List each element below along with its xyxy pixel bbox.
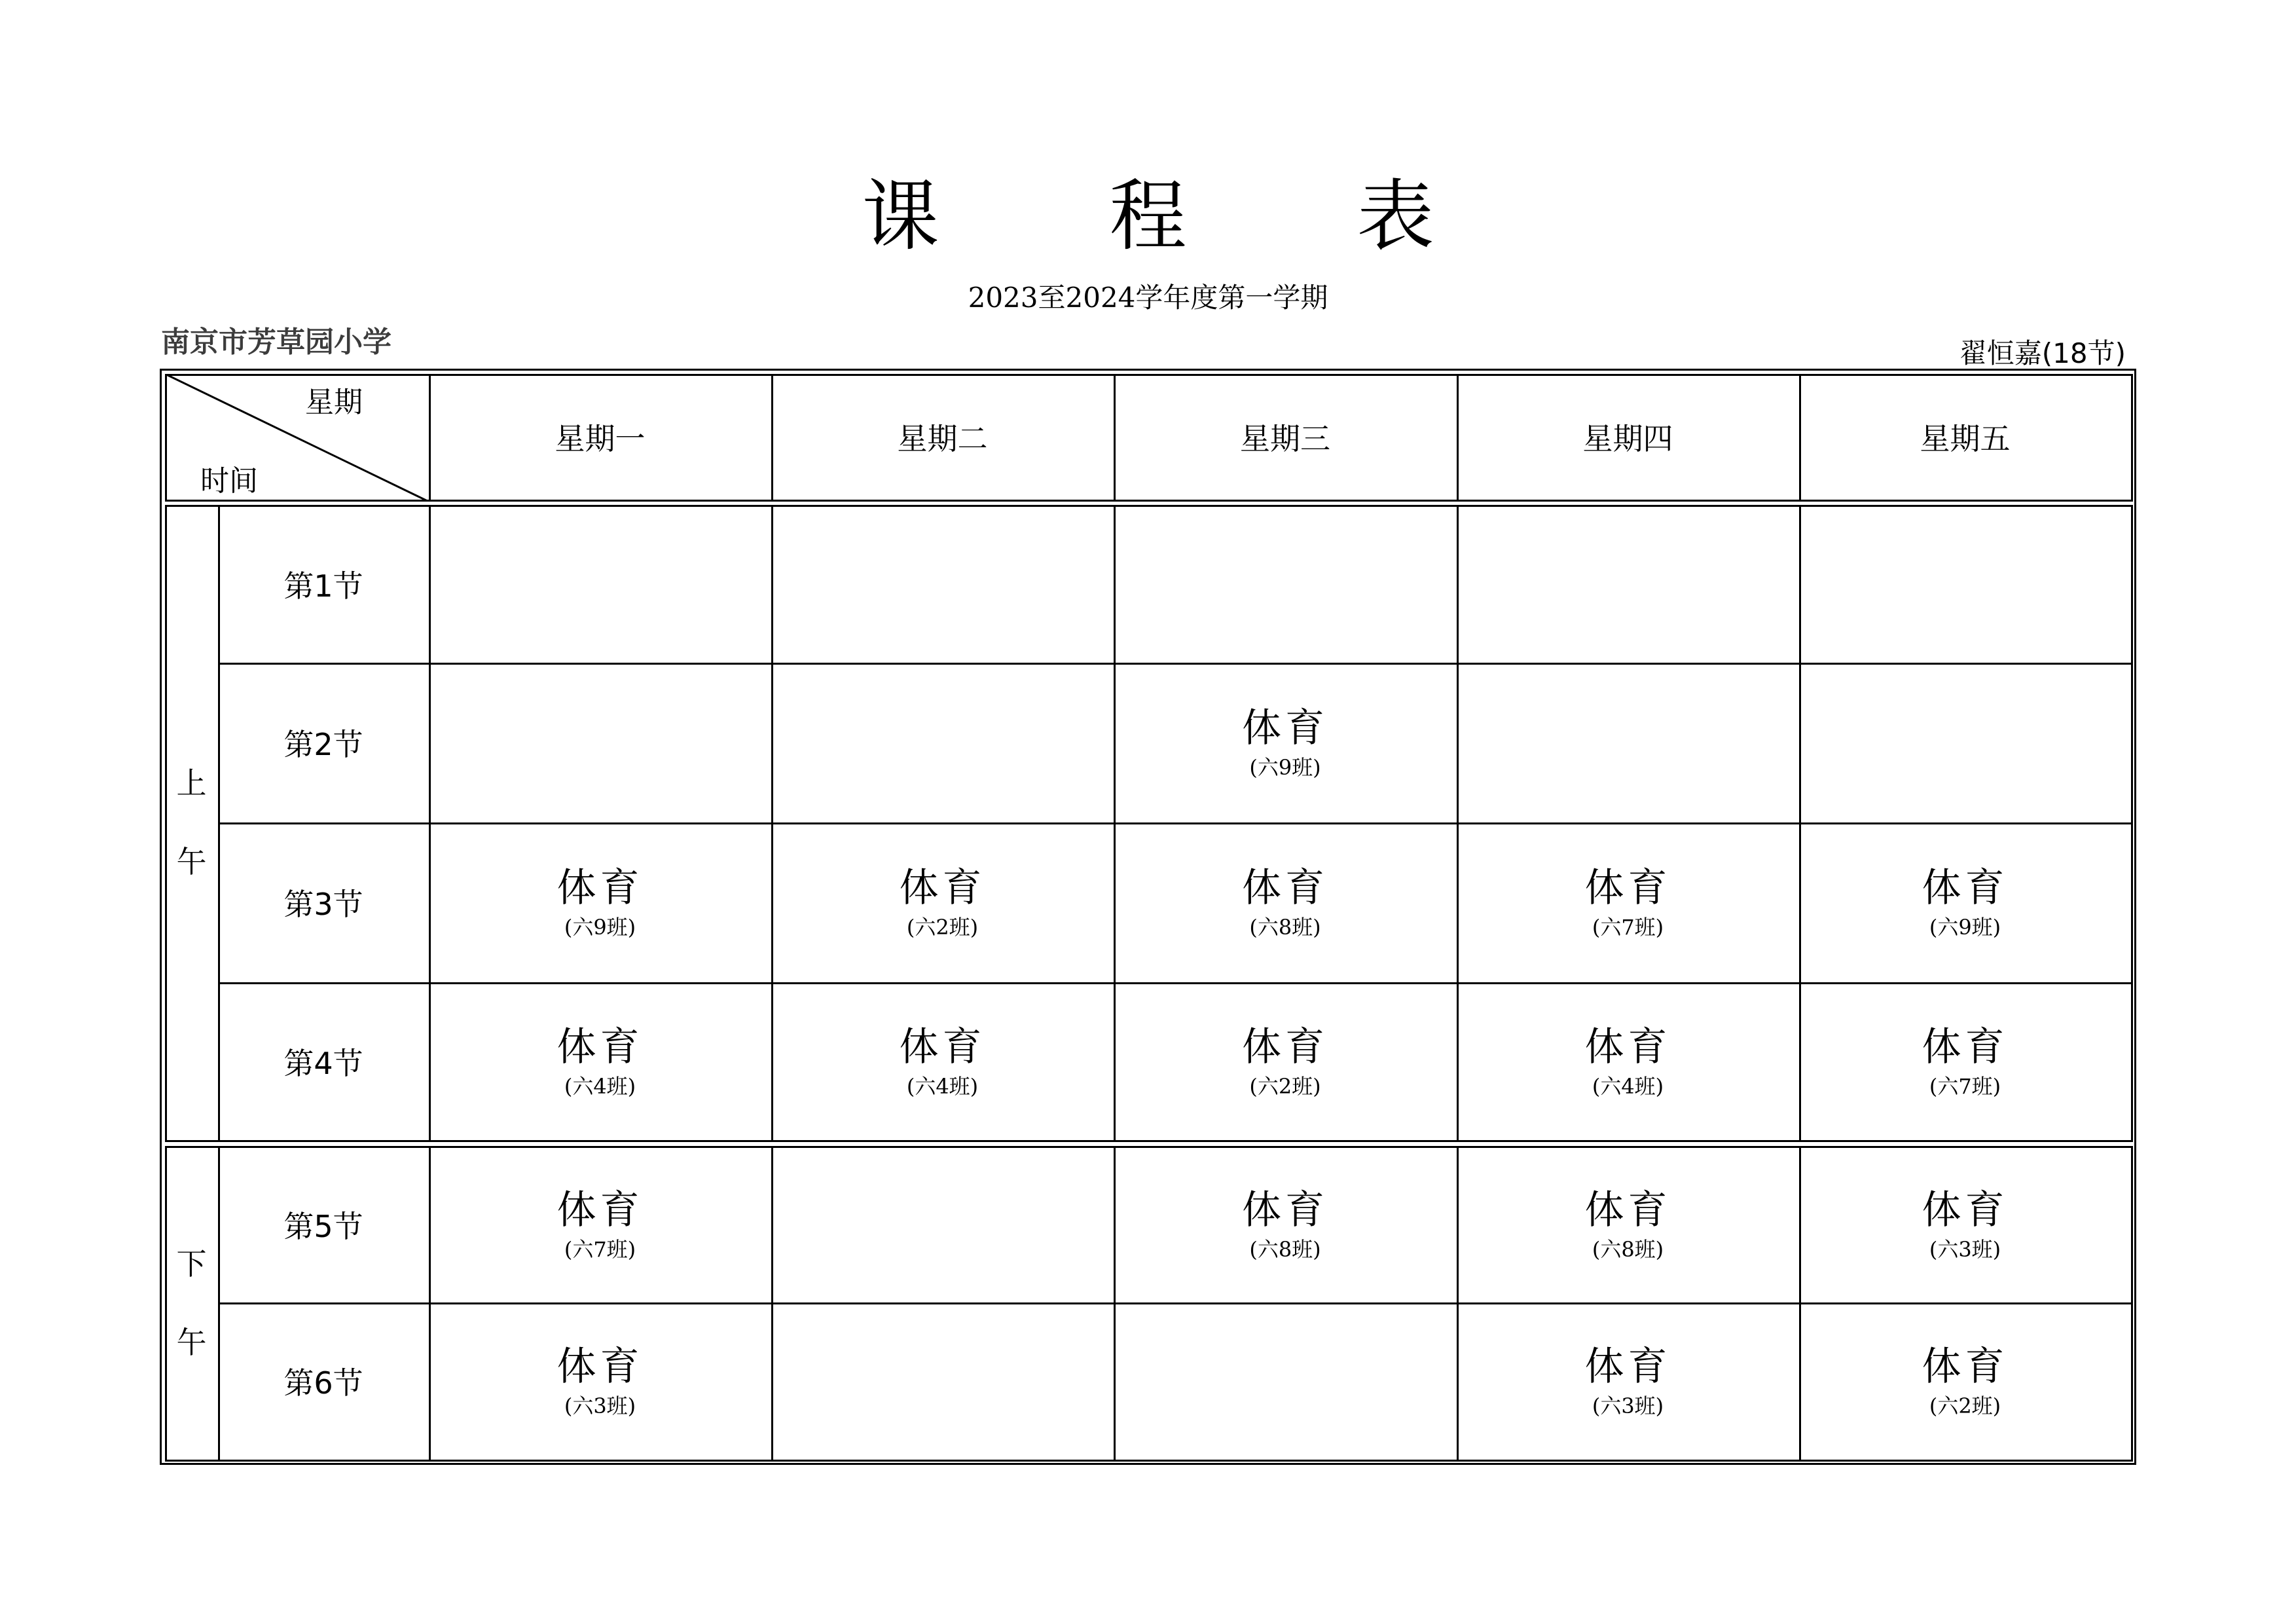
section-border-bottom xyxy=(165,1460,2133,1462)
lesson-cell xyxy=(429,822,771,982)
lesson-cell xyxy=(1799,1146,2131,1302)
lesson-class: (六8班) xyxy=(1249,915,1321,940)
lesson-class: (六3班) xyxy=(1929,1236,2001,1262)
period-label: 第3节 xyxy=(283,887,363,922)
lesson-subject: 体育 xyxy=(1584,1344,1671,1390)
lesson-cell xyxy=(1114,822,1457,982)
corner-label-time: 时间 xyxy=(200,464,258,498)
lesson-class: (六9班) xyxy=(1249,755,1321,780)
lesson-class: (六8班) xyxy=(1592,1236,1664,1262)
lesson-subject: 体育 xyxy=(1922,1344,2009,1390)
section-border-right xyxy=(2131,1146,2133,1462)
lesson-cell xyxy=(1114,1146,1457,1302)
lesson-cell xyxy=(1457,822,1799,982)
period-label: 第2节 xyxy=(283,727,363,762)
lesson-cell xyxy=(1457,1146,1799,1302)
title-char: 课 xyxy=(862,171,939,261)
lesson-class: (六2班) xyxy=(1249,1073,1321,1099)
section-border-bottom xyxy=(165,1140,2133,1142)
period-label: 第5节 xyxy=(283,1208,363,1244)
day-header: 星期三 xyxy=(1240,421,1330,456)
lesson-subject: 体育 xyxy=(556,1024,644,1070)
lesson-cell xyxy=(1799,982,2131,1140)
period-label: 第4节 xyxy=(283,1045,363,1081)
page-title xyxy=(0,164,2296,268)
lesson-class: (六7班) xyxy=(1592,915,1664,940)
empty-cell xyxy=(1457,663,1799,822)
section-border-right xyxy=(2131,505,2133,1142)
lesson-class: (六7班) xyxy=(1929,1073,2001,1099)
lesson-class: (六3班) xyxy=(1592,1393,1664,1418)
empty-cell xyxy=(771,663,1114,822)
lesson-subject: 体育 xyxy=(1584,865,1671,911)
lesson-subject: 体育 xyxy=(556,1344,644,1390)
lesson-cell xyxy=(771,822,1114,982)
empty-cell xyxy=(1799,663,2131,822)
lesson-subject: 体育 xyxy=(1242,1187,1328,1233)
teacher-name: 翟恒嘉(18节) xyxy=(1959,337,2126,369)
half-morning: 上 午 xyxy=(176,766,207,879)
title-char: 程 xyxy=(1109,171,1187,261)
lesson-class: (六9班) xyxy=(564,915,636,940)
day-header: 星期五 xyxy=(1920,421,2011,456)
lesson-class: (六3班) xyxy=(564,1393,636,1418)
empty-cell xyxy=(771,1146,1114,1302)
header-border-right xyxy=(2131,374,2133,502)
school-name: 南京市芳草园小学 xyxy=(161,325,392,359)
lesson-subject: 体育 xyxy=(1242,865,1328,911)
lesson-class: (六8班) xyxy=(1249,1236,1321,1262)
lesson-subject: 体育 xyxy=(1584,1187,1671,1233)
empty-cell xyxy=(1114,1302,1457,1460)
lesson-subject: 体育 xyxy=(1922,865,2009,911)
lesson-class: (六4班) xyxy=(564,1073,636,1099)
lesson-cell xyxy=(1799,1302,2131,1460)
lesson-class: (六9班) xyxy=(1929,915,2001,940)
lesson-subject: 体育 xyxy=(1922,1187,2009,1233)
lesson-cell xyxy=(771,982,1114,1140)
header-border-bottom xyxy=(165,500,2131,502)
period-label: 第1节 xyxy=(283,568,363,604)
lesson-cell xyxy=(1457,1302,1799,1460)
half-afternoon: 下 午 xyxy=(176,1246,207,1360)
lesson-subject: 体育 xyxy=(1922,1024,2009,1070)
lesson-class: (六4班) xyxy=(906,1073,979,1099)
lesson-subject: 体育 xyxy=(1242,705,1328,751)
empty-cell xyxy=(1799,505,2131,663)
lesson-class: (六7班) xyxy=(564,1236,636,1262)
lesson-subject: 体育 xyxy=(899,1024,986,1070)
day-header: 星期四 xyxy=(1582,421,1673,456)
lesson-cell xyxy=(429,1146,771,1302)
lesson-cell xyxy=(1457,982,1799,1140)
period-label: 第6节 xyxy=(283,1365,363,1401)
lesson-cell xyxy=(1799,822,2131,982)
corner-label-day: 星期 xyxy=(305,386,363,419)
empty-cell xyxy=(771,1302,1114,1460)
title-char: 表 xyxy=(1357,171,1434,261)
lesson-cell xyxy=(1114,982,1457,1140)
lesson-class: (六2班) xyxy=(1929,1393,2001,1418)
lesson-subject: 体育 xyxy=(899,865,986,911)
empty-cell xyxy=(1114,505,1457,663)
empty-cell xyxy=(1457,505,1799,663)
empty-cell xyxy=(429,505,771,663)
lesson-subject: 体育 xyxy=(556,865,644,911)
lesson-subject: 体育 xyxy=(1584,1024,1671,1070)
lesson-class: (六2班) xyxy=(906,915,979,940)
lesson-cell xyxy=(429,1302,771,1460)
lesson-class: (六4班) xyxy=(1592,1073,1664,1099)
empty-cell xyxy=(429,663,771,822)
lesson-subject: 体育 xyxy=(556,1187,644,1233)
day-header: 星期二 xyxy=(897,421,988,456)
lesson-subject: 体育 xyxy=(1242,1024,1328,1070)
lesson-cell xyxy=(429,982,771,1140)
day-header: 星期一 xyxy=(555,421,646,456)
semester-subtitle: 2023至2024学年度第一学期 xyxy=(968,282,1328,314)
empty-cell xyxy=(771,505,1114,663)
lesson-cell xyxy=(1114,663,1457,822)
